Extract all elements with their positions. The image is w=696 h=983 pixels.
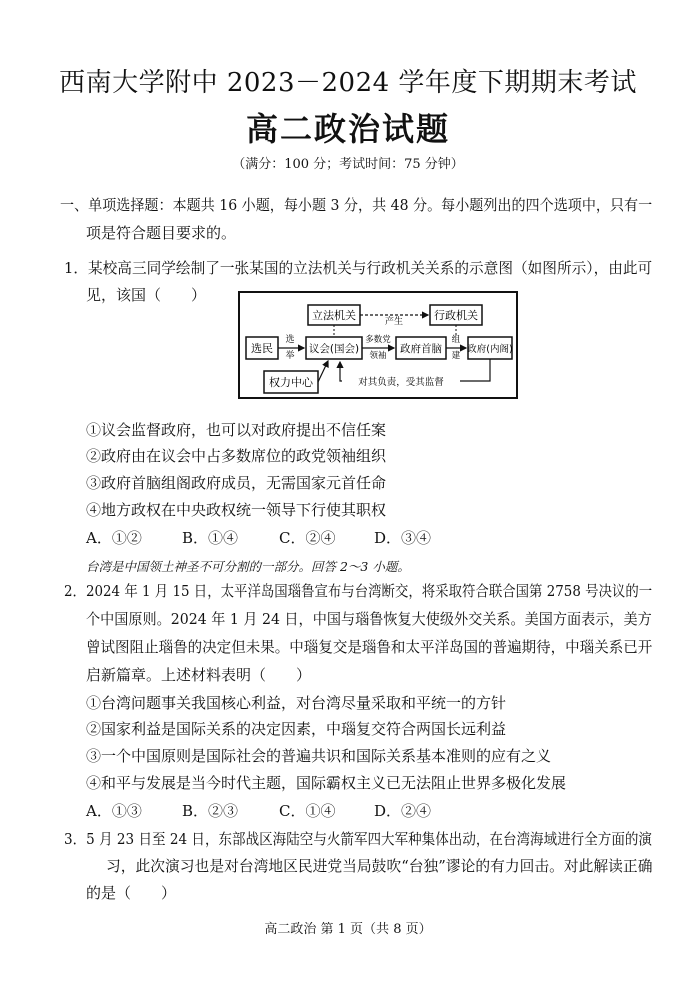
exam-title: 西南大学附中 2023－2024 学年度下期期末考试 xyxy=(59,68,637,98)
responsibility-label: 对其负责，受其监督 xyxy=(358,377,444,388)
q2-stem-line2: 个中国原则。2024 年 1 月 24 日，中国与瑙鲁恢复大使级外交关系。美国方面表示，美方 xyxy=(86,610,652,628)
majority-label-2: 领袖 xyxy=(369,351,387,361)
q2-item-3: ③一个中国原则是国际社会的普遍共识和国际关系基本准则的应有之义 xyxy=(86,747,552,765)
q2-option-c[interactable]: C．①④ xyxy=(279,802,336,820)
q1-item-1: ①议会监督政府，也可以对政府提出不信任案 xyxy=(86,421,387,439)
q2-item-2: ②国家利益是国际关系的决定因素，中瑙复交符合两国长远利益 xyxy=(86,720,507,738)
exam-meta: （满分：100 分；考试时间：75 分钟） xyxy=(232,157,464,172)
government-head-label: 政府首脑 xyxy=(400,343,442,355)
cabinet-label: 政府(内阁) xyxy=(467,344,513,355)
section-instructions-line2: 项是符合题目要求的。 xyxy=(86,224,237,242)
q2-item-1: ①台湾问题事关我国核心利益，对台湾尽量采取和平统一的方针 xyxy=(86,694,507,712)
voters-label: 选民 xyxy=(251,342,273,355)
q2-option-b[interactable]: B．②③ xyxy=(182,802,239,820)
power-center-label: 权力中心 xyxy=(269,376,313,389)
q1-stem-line2: 见，该国（ ） xyxy=(86,286,207,304)
q1-option-d[interactable]: D．③④ xyxy=(374,529,432,547)
section-instructions-line1: 一、单项选择题：本题共 16 小题，每小题 3 分，共 48 分。每小题列出的四个选项中，只有一 xyxy=(60,196,653,214)
q2-stem-line4: 启新篇章。上述材料表明（ ） xyxy=(86,666,312,684)
q1-item-3: ③政府首脑组阁政府成员，无需国家元首任命 xyxy=(86,474,387,492)
q1-item-2: ②政府由在议会中占多数席位的政党领袖组织 xyxy=(86,447,387,465)
q2-stem-line1: 2．2024 年 1 月 15 日，太平洋岛国瑙鲁宣布与台湾断交，将采取符合联合国第 2758 号决议的一 xyxy=(64,582,653,600)
form-label-2: 建 xyxy=(451,351,461,361)
executive-label: 行政机关 xyxy=(434,309,478,322)
legislature-label: 立法机关 xyxy=(312,309,356,322)
majority-label-1: 多数党 xyxy=(365,335,391,345)
q1-option-c[interactable]: C．②④ xyxy=(279,529,336,547)
parliament-label: 议会(国会) xyxy=(308,343,360,355)
q3-stem-line1: 3．5 月 23 日至 24 日，东部战区海陆空与火箭军四大军种集体出动，在台湾海域进行全方面的演 xyxy=(64,830,652,848)
form-label-1: 组 xyxy=(451,335,461,345)
q3-stem-line3: 的是（ ） xyxy=(86,884,177,902)
q2-item-4: ④和平与发展是当今时代主题，国际霸权主义已无法阻止世界多极化发展 xyxy=(86,774,567,792)
produce-label: 产生 xyxy=(384,317,404,327)
q1-stem-line1: 1．某校高三同学绘制了一张某国的立法机关与行政机关关系的示意图（如图所示），由此可 xyxy=(64,259,653,277)
q1-option-b[interactable]: B．①④ xyxy=(182,529,239,547)
q2-stem-line3: 曾试图阻止瑙鲁的决定但未果。中瑙复交是瑙鲁和太平洋岛国的普遍期待，中瑙关系已开 xyxy=(86,638,653,656)
subject-title: 高二政治试题 xyxy=(245,110,450,148)
elect-label-1: 选 xyxy=(285,335,295,345)
q3-stem-line2: 习，此次演习也是对台湾地区民进党当局鼓吹“台独”谬论的有力回击。对此解读正确 xyxy=(106,857,653,875)
q1-option-a[interactable]: A．①② xyxy=(86,529,142,547)
q2-option-d[interactable]: D．②④ xyxy=(374,802,432,820)
q2-option-a[interactable]: A．①③ xyxy=(86,802,142,820)
passage-note: 台湾是中国领土神圣不可分割的一部分。回答 2～3 小题。 xyxy=(86,559,410,574)
page-footer: 高二政治 第 1 页（共 8 页） xyxy=(264,922,432,937)
elect-label-2: 举 xyxy=(285,351,295,361)
q1-item-4: ④地方政权在中央政权统一领导下行使其职权 xyxy=(86,501,387,519)
legislature-executive-diagram xyxy=(238,291,518,399)
